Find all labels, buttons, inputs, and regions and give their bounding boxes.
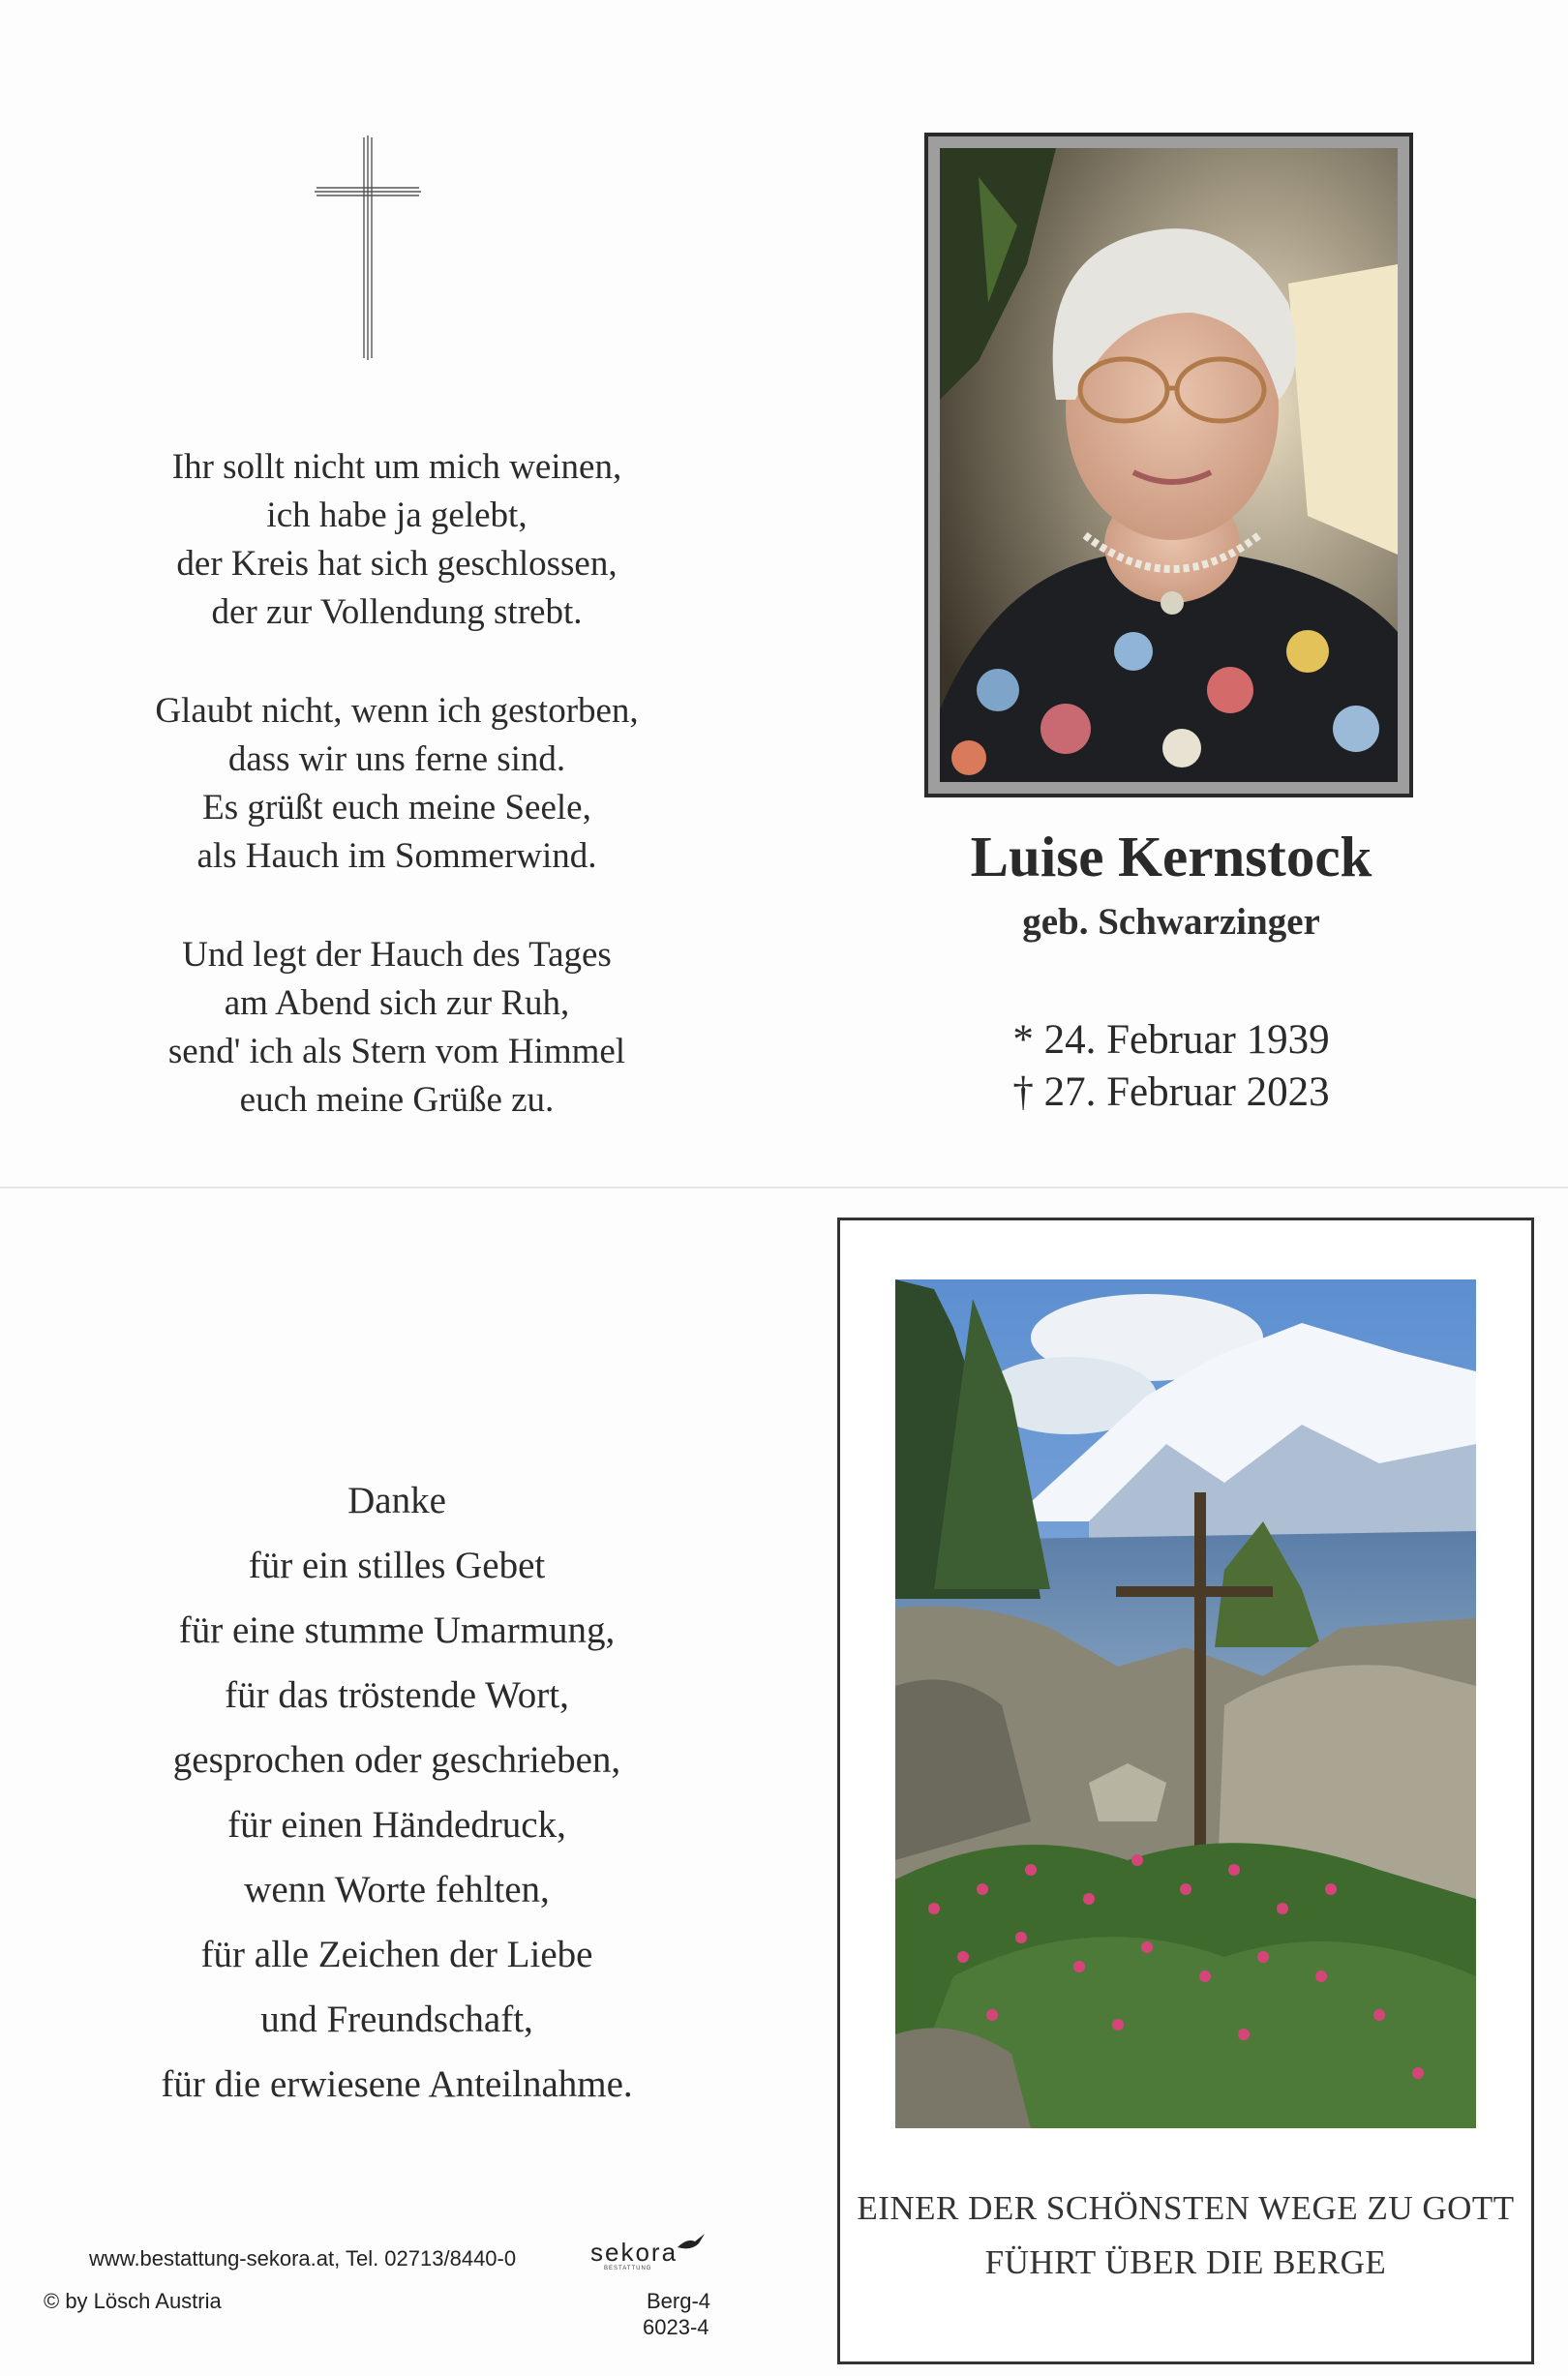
- death-date: † 27. Februar 2023: [1012, 1069, 1330, 1115]
- deceased-name: Luise Kernstock: [970, 825, 1372, 888]
- thanks-line: für einen Händedruck,: [227, 1804, 566, 1846]
- sekora-logo: [590, 2234, 707, 2269]
- thanks-line: für die erwiesene Anteilnahme.: [161, 2063, 633, 2105]
- poem-stanza-3: [58, 931, 736, 1125]
- poem-line: Und legt der Hauch des Tages: [182, 935, 612, 975]
- card-code-2: 6023-4: [643, 2315, 709, 2339]
- maiden-name: geb. Schwarzinger: [1022, 901, 1320, 943]
- bird-icon: [678, 2234, 705, 2253]
- thanks-line: für ein stilles Gebet: [248, 1545, 546, 1586]
- poem-stanza-1: [58, 443, 736, 637]
- birth-date: * 24. Februar 1939: [1012, 1017, 1330, 1063]
- poem-line: der zur Vollendung strebt.: [211, 592, 583, 632]
- thanks-line: für eine stumme Umarmung,: [178, 1609, 616, 1651]
- logo-text: sekora: [590, 2238, 678, 2267]
- poem-line: Ihr sollt nicht um mich weinen,: [171, 447, 622, 487]
- thanks-line: Danke: [347, 1480, 446, 1521]
- portrait-photo: [940, 148, 1398, 782]
- poem-line: Glaubt nicht, wenn ich gestorben,: [155, 691, 639, 731]
- fold-divider: [0, 1187, 1568, 1188]
- poem-line: Es grüßt euch meine Seele,: [202, 788, 591, 827]
- poem-line: euch meine Grüße zu.: [239, 1080, 555, 1120]
- thanks-line: und Freundschaft,: [260, 1999, 533, 2040]
- thanks-line: für alle Zeichen der Liebe: [200, 1934, 593, 1975]
- mountain-cross-photo: [895, 1279, 1476, 2128]
- portrait-frame: [924, 133, 1413, 797]
- thanks-text: [58, 1468, 736, 2117]
- poem-line: der Kreis hat sich geschlossen,: [176, 544, 618, 584]
- poem-line: ich habe ja gelebt,: [266, 496, 528, 535]
- poem-line: send' ich als Stern vom Himmel: [167, 1032, 626, 1071]
- copyright: © by Lösch Austria: [44, 2289, 222, 2313]
- logo-subtext: BESTATTUNG: [604, 2266, 652, 2271]
- cross-icon: [315, 135, 421, 360]
- motto-line-2: FÜHRT ÜBER DIE BERGE: [984, 2243, 1387, 2281]
- poem-line: am Abend sich zur Ruh,: [224, 983, 570, 1023]
- motto-line-1: EINER DER SCHÖNSTEN WEGE ZU GOTT: [857, 2189, 1515, 2227]
- card-code-1: Berg-4: [647, 2289, 711, 2313]
- thanks-line: gesprochen oder geschrieben,: [172, 1739, 621, 1781]
- poem-line: als Hauch im Sommerwind.: [196, 836, 597, 876]
- poem-stanza-2: [58, 687, 736, 881]
- thanks-line: für das tröstende Wort,: [225, 1674, 569, 1716]
- funeral-home-contact: www.bestattung-sekora.at, Tel. 02713/8440-0: [89, 2246, 517, 2271]
- poem-line: dass wir uns ferne sind.: [227, 739, 566, 779]
- thanks-line: wenn Worte fehlten,: [244, 1869, 550, 1910]
